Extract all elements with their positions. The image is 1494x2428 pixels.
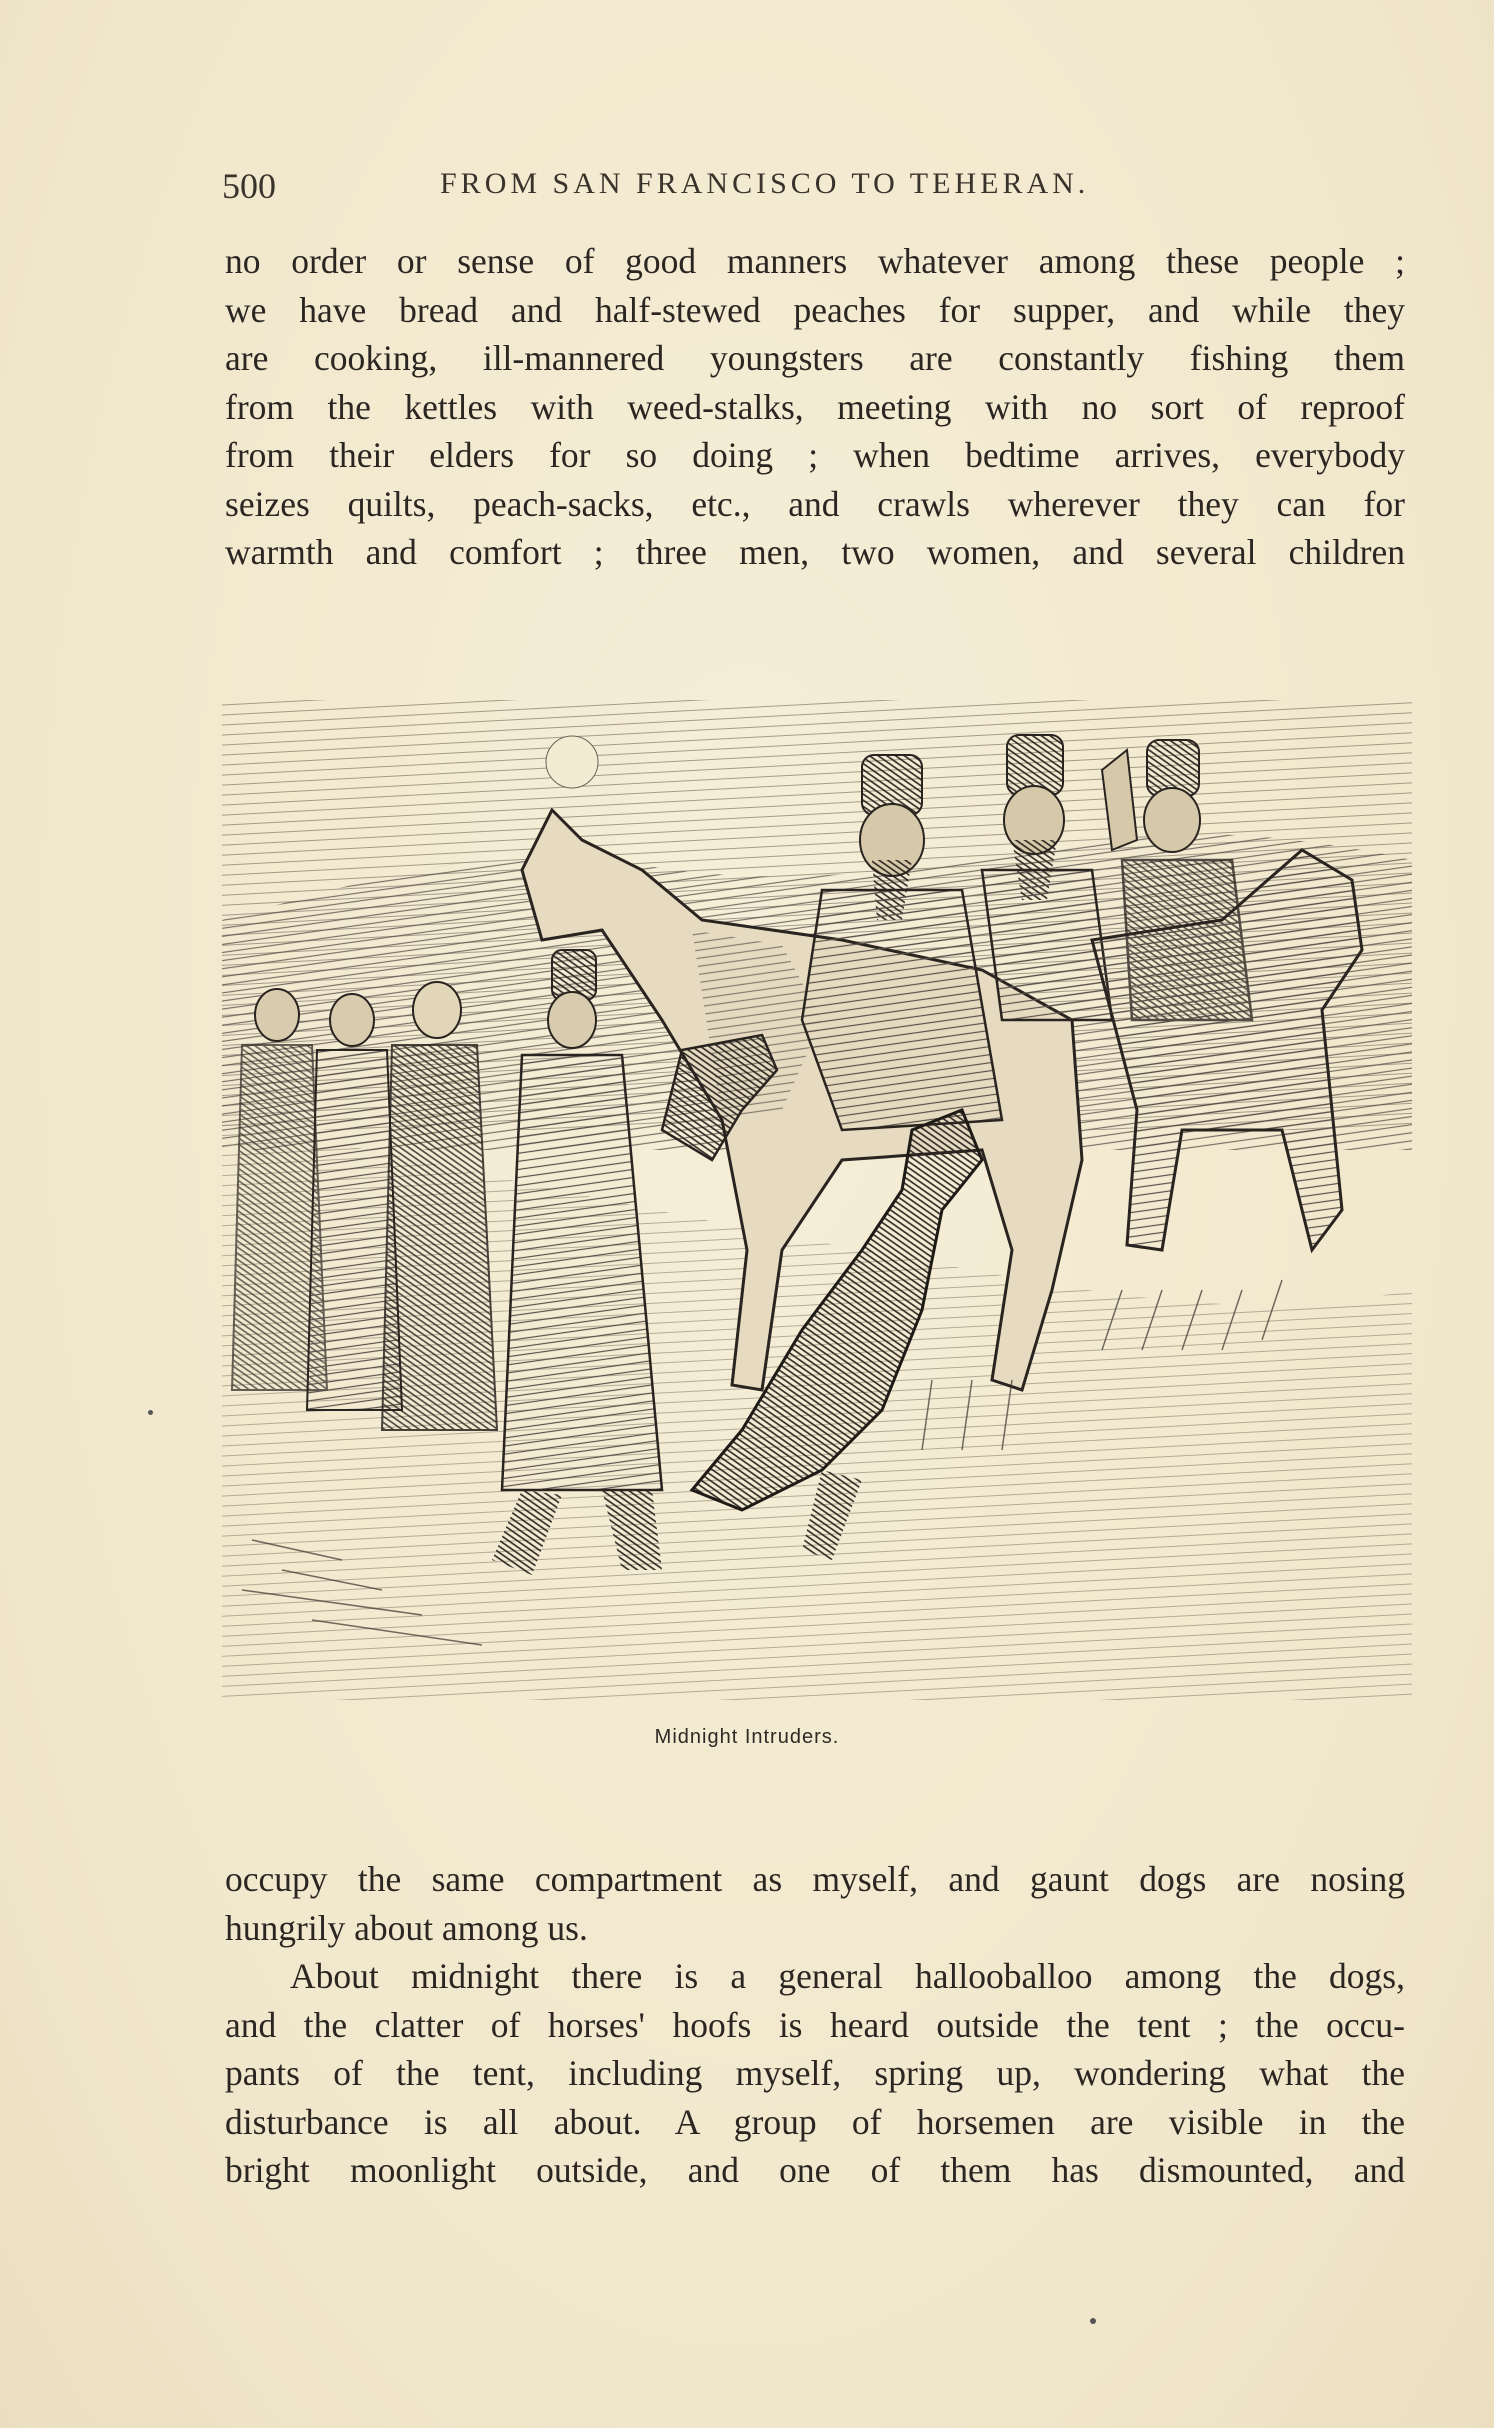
moon: [546, 736, 598, 788]
text-line: bright moonlight outside, and one of them has dismounted, and: [225, 2150, 1405, 2190]
text-line: no order or sense of good manners whatever among these people ;: [225, 241, 1405, 281]
text-line: pants of the tent, including myself, spring up, wondering what the: [225, 2053, 1405, 2093]
engraving-midnight-intruders: [222, 690, 1412, 1710]
text-line: seizes quilts, peach-sacks, etc., and crawls wherever they can for: [225, 483, 1405, 524]
engraving-image: [222, 690, 1412, 1710]
text-line: occupy the same compartment as myself, and gaunt dogs are nosing: [225, 1859, 1405, 1899]
bottom-paragraphs: [225, 1855, 1405, 2195]
running-title: FROM SAN FRANCISCO TO TEHERAN.: [440, 167, 1090, 200]
text-line: from their elders for so doing ; when bedtime arrives, everybody: [225, 435, 1405, 475]
text-line: disturbance is all about. A group of horsemen are visible in the: [225, 2101, 1405, 2142]
page-number: 500: [222, 166, 276, 206]
text-line: from the kettles with weed-stalks, meeting with no sort of reproof: [225, 386, 1405, 427]
paper-speck: [148, 1410, 153, 1415]
text-line: are cooking, ill-mannered youngsters are constantly fishing them: [225, 338, 1405, 378]
text-line: and the clatter of horses' hoofs is heard outside the tent ; the occu-: [225, 2004, 1405, 2045]
paper-speck: [1090, 2318, 1096, 2324]
running-head: [222, 165, 1282, 213]
text-line: warmth and comfort ; three men, two women, and several children: [225, 532, 1405, 572]
top-paragraph: [225, 237, 1405, 577]
text-line: we have bread and half-stewed peaches for supper, and while they: [225, 289, 1405, 330]
text-line: hungrily about among us.: [225, 1907, 588, 1948]
text-line: About midnight there is a general hallooballoo among the dogs,: [290, 1956, 1405, 1996]
figure-caption: Midnight Intruders.: [654, 1726, 840, 1748]
